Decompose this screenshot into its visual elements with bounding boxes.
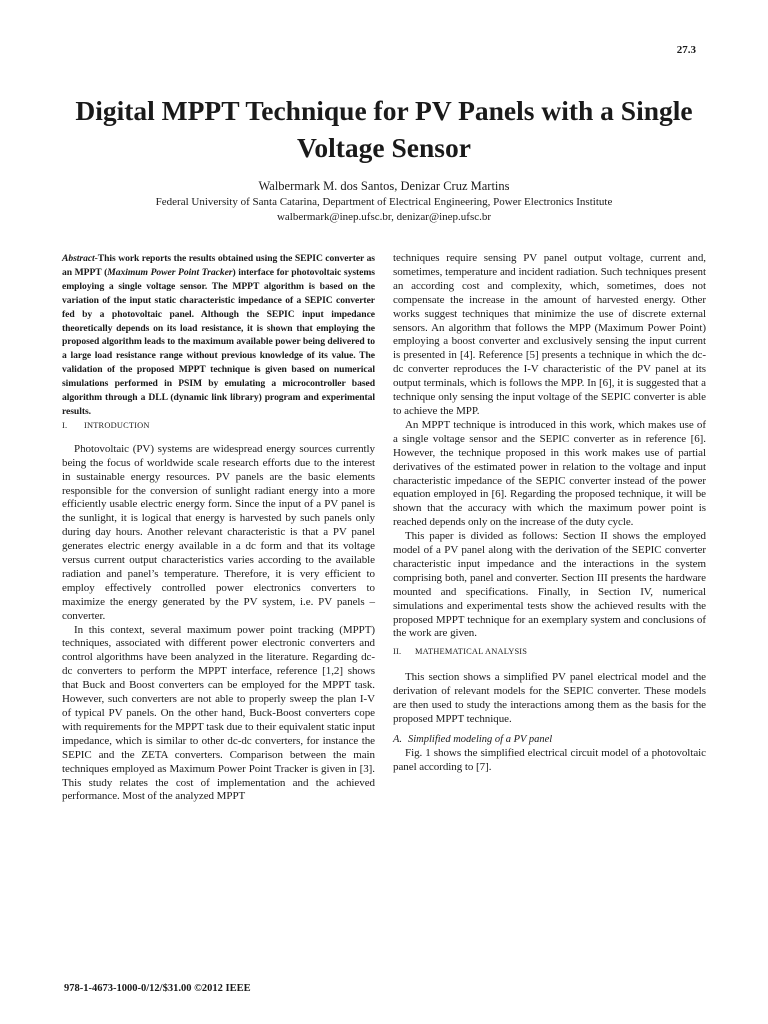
abstract-text-part2: ) interface for photovoltaic systems employing a single voltage sensor. The MPPT algorithm is based on the variation of the input static characteristic impedance of a SEPIC converter fed by a photovoltaic panel. Although the SEPIC input impedance theoretically depends on its load resistance, it is shown that employing the proposed algorithm leads to the maximum available power being delivered to a large load resistance range without previous knowledge of its value. The validation of the proposed MPPT technique is given based on numerical simulations performed in PSIM by emulating a microcontroller based algorithm through a DLL (dynamic link library) program and experimental results. [62,266,375,417]
page-number: 27.3 [676,44,696,56]
section-title: MATHEMATICAL ANALYSIS [415,647,528,657]
abstract-text-part1: This work reports the results obtained using the SEPIC converter as an MPPT ( [62,253,375,278]
section-heading-introduction [62,419,375,433]
paragraph: An MPPT technique is introduced in this work, which makes use of a single voltage sensor and the SEPIC converter as in reference [6]. However, the technique proposed in this work makes use of partial derivatives of the estimated power in relation to the voltage and input characteristic impedance of the SEPIC converter instead of the power equation employed in [6]. Regarding the proposed technique, it will be shown that the accuracy with which the maximum power point is reached depends only on the increase of the duty cycle. [393,418,706,529]
subsection-heading-pv-model [393,733,706,747]
affiliation: Federal University of Santa Catarina, Department of Electrical Engineering, Power Electronics Institute [155,196,613,208]
paragraph: Photovoltaic (PV) systems are widespread energy sources currently being the focus of worldwide scale research efforts due to the interest in sustainable energy resources. PV panels are the basic elements responsible for the conversion of sunlight radiant energy into a more efficiently usable electric energy form. Since the input of a PV panel is the sunlight, it is logical that energy is harvested by such panels only during day hours. Another relevant characteristic is that a PV panel generates electric energy available in a dc form and that its voltage versus current output characteristics varies according to the available radiation and panel’s temperature. Therefore, it is very efficient to employ effectively controlled power electronics converters to maximize the energy generated by the PV system, i.e. PV panels – converter. [62,442,375,622]
section-heading-mathematical-analysis [393,645,706,659]
subsection-title: Simplified modeling of a PV panel [408,733,553,745]
authors: Walbermark M. dos Santos, Denizar Cruz Martins [258,179,510,193]
paragraph: techniques require sensing PV panel output voltage, current and, sometimes, temperature and incident radiation. Such techniques present an according cost and complexity, which, sometimes, does not compensate the increase in the amount of harvested energy. Other works suggest techniques that minimize the use of discrete external sensors. An algorithm that follows the MPP (Maximum Power Point) employing a boost converter and exclusively sensing the input current is presented in [4]. Reference [5] presents a technique in which the dc-dc converter reproduces the I-V characteristic of the PV panel at its output terminals, which is follows the MPP. In [6], it is suggested that a technique only sensing the input voltage of the SEPIC converter is able to achieve the MPP. [393,252,706,417]
section-number: II. [393,647,402,657]
left-column [62,252,375,804]
paragraph: Fig. 1 shows the simplified electrical circuit model of a photovoltaic panel according to [7]. [393,746,706,773]
abstract-mppt-expansion: Maximum Power Point Tracker [107,266,233,278]
subsection-number: A. [393,733,403,745]
paragraph: This section shows a simplified PV panel electrical model and the derivation of relevant models for the SEPIC converter. These models are then used to study the interactions among them as the basis for the proposed MPPT technique. [393,671,706,725]
paper-title: Digital MPPT Technique for PV Panels with a Single Voltage Sensor [75,95,693,163]
paragraph: This paper is divided as follows: Section II shows the employed model of a PV panel along with the derivation of the SEPIC converter characteristic input impedance and the interactions in the system comprising both, panel and converter. Section III presents the hardware mounted and specifications. Finally, in Section IV, numerical simulations and experimental tests show the achieved results with the proposed MPPT technique for an exemplary system and conclusions of the work are given. [393,530,706,640]
copyright-footer: 978-1-4673-1000-0/12/$31.00 ©2012 IEEE [64,983,251,994]
section-number: I. [62,420,68,430]
abstract [62,252,375,419]
author-emails: walbermark@inep.ufsc.br, denizar@inep.ufsc.br [276,211,492,223]
abstract-lead: Abstract- [62,253,98,264]
section-title: INTRODUCTION [84,420,150,430]
paragraph: In this context, several maximum power point tracking (MPPT) techniques, associated with different power electronic converters and control algorithms have been analyzed in the literature. Regarding dc-dc converters to perform the MPPT interface, reference [1,2] shows that Buck and Boost converters can be employed for the MPPT task. However, such converters are not able to properly sweep the plan I-V of typical PV panels. On the other hand, Buck-Boost converters cope with requirements for the MPPT task due to their equivalent static input impedance, which is similar to other dc-dc converters, for instance the SEPIC and the ZETA converters. Comparison between the main techniques employed as Maximum Power Point Tracker is given in [3]. This study relates the cost of implementation and the achieved performance. Most of the analyzed MPPT [62,623,375,803]
right-column [393,252,706,775]
